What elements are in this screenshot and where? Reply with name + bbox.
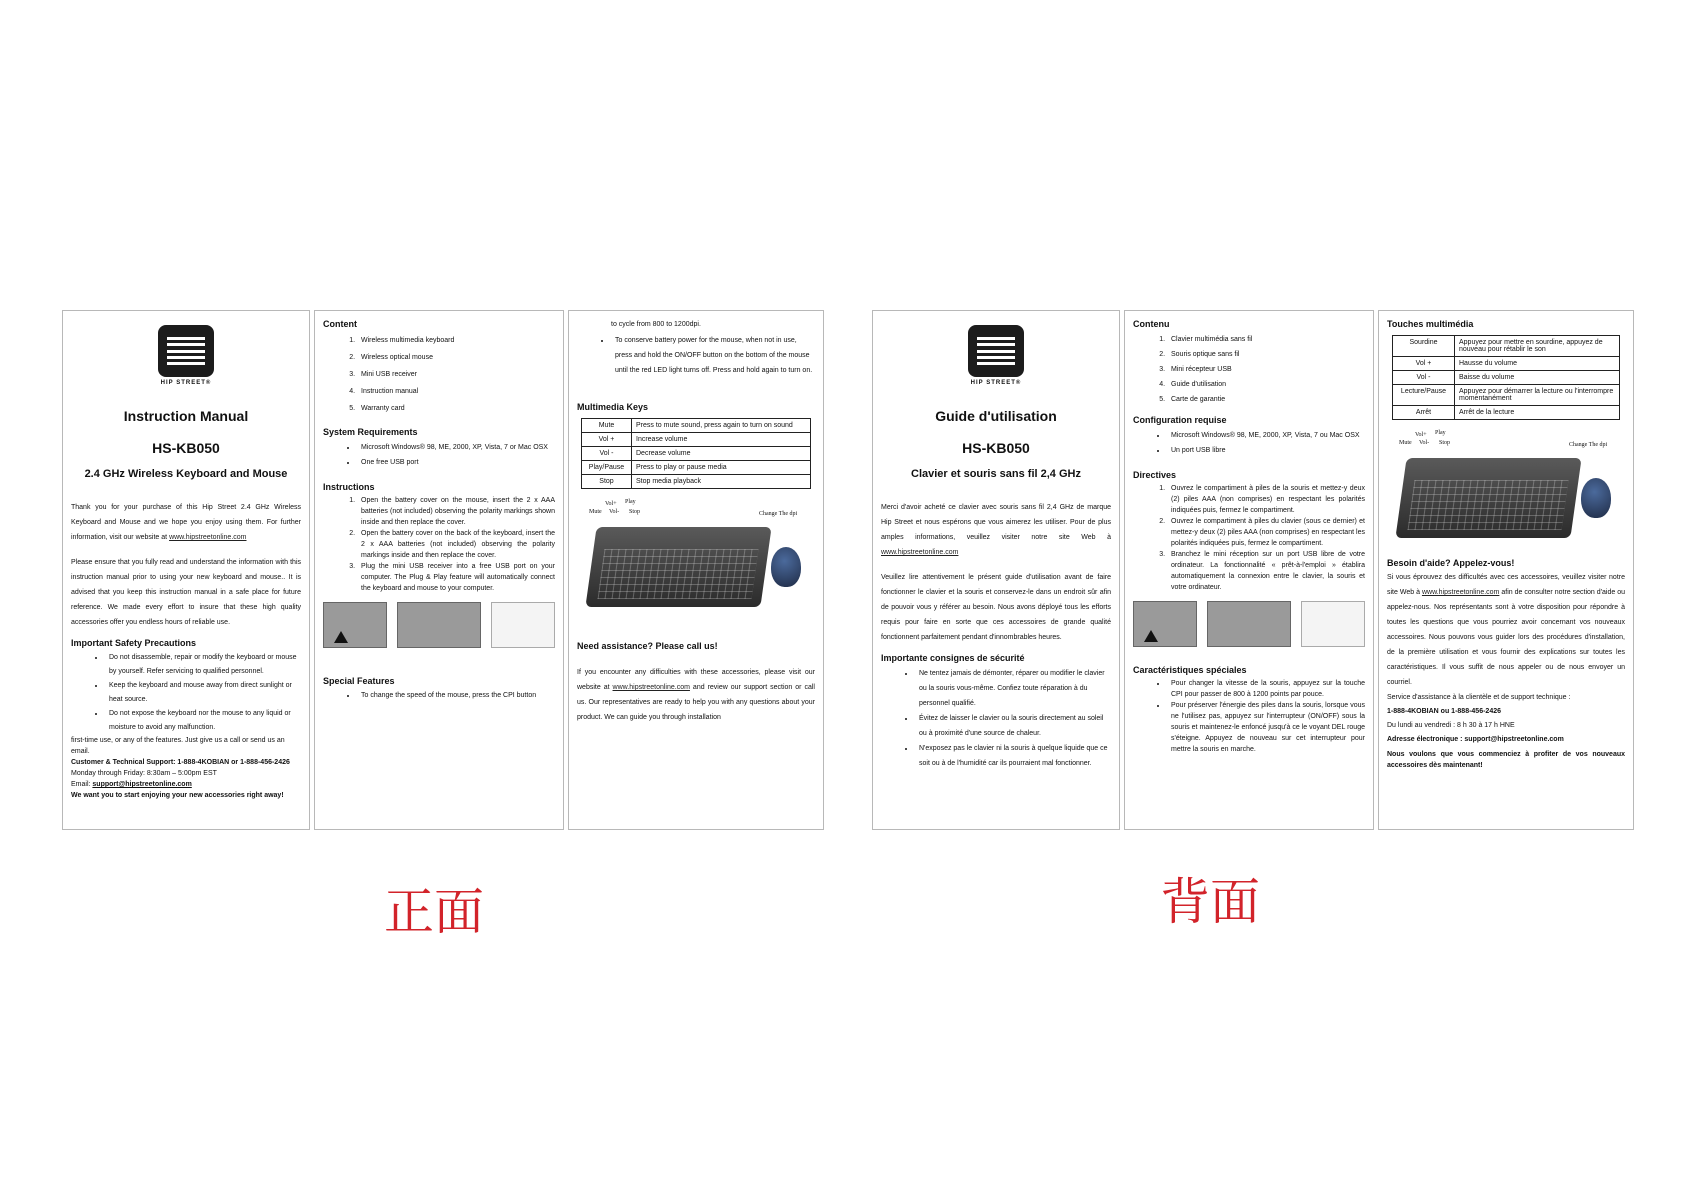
keyboard-mouse-image: Vol+ Play Mute Vol- Stop Change The dpi bbox=[1391, 430, 1621, 550]
table-row: Play/Pause Press to play or pause media bbox=[582, 461, 811, 475]
list-item: • To conserve battery power for the mouse, when not in use, press and hold the ON/OFF button on the bottom of the mouse until the red LED light turns off. Press and hold again to turn on. bbox=[611, 333, 815, 378]
list-item: • Un port USB libre bbox=[1167, 443, 1365, 458]
list-item: • Pour préserver l'énergie des piles dans la souris, lorsque vous ne l'utilisez pas, appuyez sur l'interrupteur (ON/OFF) sous la souris et maintenez-le enfoncé jusqu'à ce le voyant DEL rouge s'éteigne. Appuyez de nouveau sur cet interrupteur pour mettre la souris en marche. bbox=[1167, 700, 1365, 755]
mouse-battery-image bbox=[323, 602, 387, 648]
list-item: 4. Instruction manual bbox=[357, 383, 555, 400]
list-item: 1. Open the battery cover on the mouse, insert the 2 x AAA batteries (not included) observing the polarity markings shown inside and then replace the cover. bbox=[357, 495, 555, 528]
usb-plug-image bbox=[1301, 601, 1365, 647]
multimedia-keys-table bbox=[581, 418, 811, 489]
sysreq-heading: System Requirements bbox=[323, 427, 418, 437]
table-row: Sourdine Appuyez pour mettre en sourdine, appuyez de nouveau pour rétablir le son bbox=[1393, 336, 1620, 357]
multimedia-keys-table bbox=[1392, 335, 1620, 420]
logo-text: HIP STREET® bbox=[970, 380, 1022, 386]
list-item: 3. Branchez le mini réception sur un port USB libre de votre ordinateur. La fonctionnalité « prêt-à-l'emploi » établira automatiquement la connexion entre le clavier, la souris et votre ordinateur. bbox=[1167, 549, 1365, 593]
support-text: first-time use, or any of the features. Just give us a call or send us an email. bbox=[71, 737, 285, 755]
logo-text: HIP STREET® bbox=[160, 380, 212, 386]
list-item: • Do not expose the keyboard nor the mouse to any liquid or moisture to avoid any malfunction. bbox=[105, 707, 301, 735]
battery-tip-list bbox=[577, 333, 815, 378]
table-row: Arrêt Arrêt de la lecture bbox=[1393, 406, 1620, 420]
service-text: Service d'assistance à la clientèle et de support technique : bbox=[1387, 694, 1571, 701]
content-heading: Content bbox=[323, 319, 357, 329]
safety-heading: Important Safety Precautions bbox=[71, 638, 197, 648]
product-subtitle: 2.4 GHz Wireless Keyboard and Mouse bbox=[84, 468, 288, 480]
safety-heading: Importante consignes de sécurité bbox=[881, 653, 1025, 663]
mouse-battery-image bbox=[1133, 601, 1197, 647]
support-email: Adresse électronique : support@hipstreetonline.com bbox=[1387, 736, 1564, 743]
table-row: Vol + Hausse du volume bbox=[1393, 357, 1620, 371]
support-hours: Du lundi au vendredi : 8 h 30 à 17 h HNE bbox=[1387, 722, 1515, 729]
intro-paragraph-2: Veuillez lire attentivement le présent guide d'utilisation avant de faire fonctionner le clavier et la souris et conservez-le dans un endroit sûr afin de pouvoir vous y référer au besoin. Nous avons déployé tous les efforts requis pour faire en sorte que ces accessoires de grande qualité fonctionnent parfaitement pendant d'innombrables heures. bbox=[881, 574, 1111, 641]
table-row: Mute Press to mute sound, press again to turn on sound bbox=[582, 419, 811, 433]
model-number: HS-KB050 bbox=[962, 440, 1030, 456]
list-item: • Évitez de laisser le clavier ou la souris directement au soleil ou à proximité d'une source de chaleur. bbox=[915, 711, 1111, 741]
list-item: 1. Clavier multimédia sans fil bbox=[1167, 332, 1365, 347]
back-caption: 背面 bbox=[1160, 873, 1260, 931]
instructions-heading: Instructions bbox=[323, 482, 375, 492]
content-list bbox=[1133, 332, 1365, 407]
content-list bbox=[323, 332, 555, 417]
keyboard-battery-image bbox=[1207, 601, 1291, 647]
table-row: Vol + Increase volume bbox=[582, 433, 811, 447]
website-link[interactable]: www.hipstreetonline.com bbox=[169, 534, 247, 541]
list-item: 1. Wireless multimedia keyboard bbox=[357, 332, 555, 349]
list-item: • Microsoft Windows® 98, ME, 2000, XP, Vista, 7 or Mac OSX bbox=[357, 440, 555, 455]
sysreq-list bbox=[323, 440, 555, 470]
config-heading: Configuration requise bbox=[1133, 415, 1227, 425]
list-item: • To change the speed of the mouse, press the CPI button bbox=[357, 689, 555, 703]
table-row: Stop Stop media playback bbox=[582, 475, 811, 489]
list-item: 3. Mini USB receiver bbox=[357, 366, 555, 383]
assistance-heading: Need assistance? Please call us! bbox=[577, 641, 718, 651]
assistance-text: If you encounter any difficulties with these accessories, please visit our website at www.hipstreetonline.com and review our support section or call us. Our representatives are ready to help you with any questions about your product. We can guide you through installation bbox=[577, 669, 815, 721]
multimedia-keys-heading: Touches multimédia bbox=[1387, 319, 1474, 329]
closing-text: We want you to start enjoying your new accessories right away! bbox=[71, 792, 284, 799]
front-panel-cover bbox=[62, 310, 310, 830]
hip-street-logo bbox=[158, 325, 214, 377]
list-item: • Pour changer la vitesse de la souris, appuyez sur la touche CPI pour passer de 800 à 1200 points par pouce. bbox=[1167, 678, 1365, 700]
product-subtitle: Clavier et souris sans fil 2,4 GHz bbox=[911, 468, 1081, 480]
usb-plug-image bbox=[491, 602, 555, 648]
list-item: 2. Wireless optical mouse bbox=[357, 349, 555, 366]
instructions-list bbox=[323, 495, 555, 594]
list-item: 3. Plug the mini USB receiver into a free USB port on your computer. The Plug & Play feature will automatically connect the keyboard and mouse to your computer. bbox=[357, 561, 555, 594]
back-panel-keys bbox=[1378, 310, 1634, 830]
mouse-image bbox=[1581, 478, 1611, 518]
intro-paragraph: Merci d'avoir acheté ce clavier avec souris sans fil 2,4 GHz de marque Hip Street et nous espérons que vous aimerez les utiliser. Pour de plus amples informations, veuillez visiter notre site Web à www.hipstreetonline.com bbox=[881, 504, 1111, 556]
list-item: 4. Guide d'utilisation bbox=[1167, 377, 1365, 392]
front-caption: 正面 bbox=[384, 883, 484, 941]
special-heading: Caractéristiques spéciales bbox=[1133, 665, 1247, 675]
list-item: • Do not disassemble, repair or modify the keyboard or mouse by yourself. Refer servicing to qualified personnel. bbox=[105, 651, 301, 679]
email-link[interactable]: support@hipstreetonline.com bbox=[92, 781, 192, 788]
front-panel-content bbox=[314, 310, 564, 830]
list-item: 2. Ouvrez le compartiment à piles du clavier (sous ce dernier) et mettez-y deux (2) piles AAA (non comprises) en respectant les polarités indiquées puis, fermez le compartiment. bbox=[1167, 516, 1365, 549]
list-item: • N'exposez pas le clavier ni la souris à quelque liquide que ce soit ou à de l'humidité car ils pourraient mal fonctionner. bbox=[915, 741, 1111, 771]
list-item: 3. Mini récepteur USB bbox=[1167, 362, 1365, 377]
intro-paragraph-2: Please ensure that you fully read and understand the information with this instruction manual prior to using your new keyboard and mouse.. It is advised that you keep this instruction manual in a safe place for future reference. We made every effort to insure that these high quality accessories offer you endless hours of reliable use. bbox=[71, 559, 301, 626]
back-panel-content bbox=[1124, 310, 1374, 830]
list-item: 5. Warranty card bbox=[357, 400, 555, 417]
list-item: 2. Souris optique sans fil bbox=[1167, 347, 1365, 362]
list-item: 1. Ouvrez le compartiment à piles de la souris et mettez-y deux (2) piles AAA (non comprises) en respectant les polarités indiquées puis, fermez le compartiment. bbox=[1167, 483, 1365, 516]
model-number: HS-KB050 bbox=[152, 440, 220, 456]
special-list bbox=[323, 689, 555, 703]
table-row: Vol - Decrease volume bbox=[582, 447, 811, 461]
help-heading: Besoin d'aide? Appelez-vous! bbox=[1387, 558, 1515, 568]
support-phone: 1-888-4KOBIAN ou 1-888-456-2426 bbox=[1387, 708, 1501, 715]
directives-list bbox=[1133, 483, 1365, 593]
table-row: Lecture/Pause Appuyez pour démarrer la lecture ou l'interrompre momentanément bbox=[1393, 385, 1620, 406]
config-list bbox=[1133, 428, 1365, 458]
battery-images bbox=[1133, 601, 1365, 647]
manual-title: Instruction Manual bbox=[123, 408, 249, 424]
guide-title: Guide d'utilisation bbox=[935, 408, 1057, 424]
continued-text: to cycle from 800 to 1200dpi. bbox=[611, 321, 701, 328]
special-list bbox=[1133, 678, 1365, 755]
directives-heading: Directives bbox=[1133, 470, 1177, 480]
content-heading: Contenu bbox=[1133, 319, 1170, 329]
support-hours: Monday through Friday: 8:30am – 5:00pm EST bbox=[71, 770, 217, 777]
support-email: Email: support@hipstreetonline.com bbox=[71, 781, 192, 788]
website-link[interactable]: www.hipstreetonline.com bbox=[612, 684, 690, 691]
hip-street-logo bbox=[968, 325, 1024, 377]
list-item: • Keep the keyboard and mouse away from direct sunlight or heat source. bbox=[105, 679, 301, 707]
website-link[interactable]: www.hipstreetonline.com bbox=[881, 549, 959, 556]
multimedia-keys-heading: Multimedia Keys bbox=[577, 402, 649, 412]
keyboard-mouse-image: Vol+ Play Mute Vol- Stop Change The dpi bbox=[581, 499, 811, 619]
table-row: Vol - Baisse du volume bbox=[1393, 371, 1620, 385]
safety-list bbox=[71, 651, 301, 735]
intro-paragraph: Thank you for your purchase of this Hip Street 2.4 GHz Wireless Keyboard and Mouse and we hope you enjoy using them. For further information, visit our website at www.hipstreetonline.com bbox=[71, 504, 301, 541]
website-link[interactable]: www.hipstreetonline.com bbox=[1421, 589, 1500, 596]
list-item: • One free USB port bbox=[357, 455, 555, 470]
list-item: • Ne tentez jamais de démonter, réparer ou modifier le clavier ou la souris vous-même. Confiez toute réparation à du personnel qualifié. bbox=[915, 666, 1111, 711]
special-heading: Special Features bbox=[323, 676, 395, 686]
closing-text: Nous voulons que vous commenciez à profiter de vos nouveaux accessoires dès maintenant! bbox=[1387, 751, 1625, 769]
help-text: Si vous éprouvez des difficultés avec ces accessoires, veuillez visiter notre site Web à www.hipstreetonline.com afin de consulter notre section d'aide ou appelez-nous. Nos représentants sont à votre disposition pour répondre à toutes les questions que vous pourriez avoir concernant vos nouveaux accessoires. Nous pouvons vous guider lors des procédures d'installation, de la première utilisation et vous fournir des explications sur toutes les caractéristiques. Il vous suffit de nous appeler ou de nous envoyer un courriel. bbox=[1387, 574, 1625, 686]
support-phone: Customer & Technical Support: 1-888-4KOBIAN or 1-888-456-2426 bbox=[71, 759, 290, 766]
back-panel-cover bbox=[872, 310, 1120, 830]
list-item: 2. Open the battery cover on the back of the keyboard, insert the 2 x AAA batteries (not included) observing the polarity markings inside and then replace the cover. bbox=[357, 528, 555, 561]
keyboard-battery-image bbox=[397, 602, 481, 648]
safety-list bbox=[881, 666, 1111, 771]
front-panel-keys bbox=[568, 310, 824, 830]
list-item: 5. Carte de garantie bbox=[1167, 392, 1365, 407]
list-item: • Microsoft Windows® 98, ME, 2000, XP, Vista, 7 ou Mac OSX bbox=[1167, 428, 1365, 443]
battery-images bbox=[323, 602, 555, 648]
mouse-image bbox=[771, 547, 801, 587]
